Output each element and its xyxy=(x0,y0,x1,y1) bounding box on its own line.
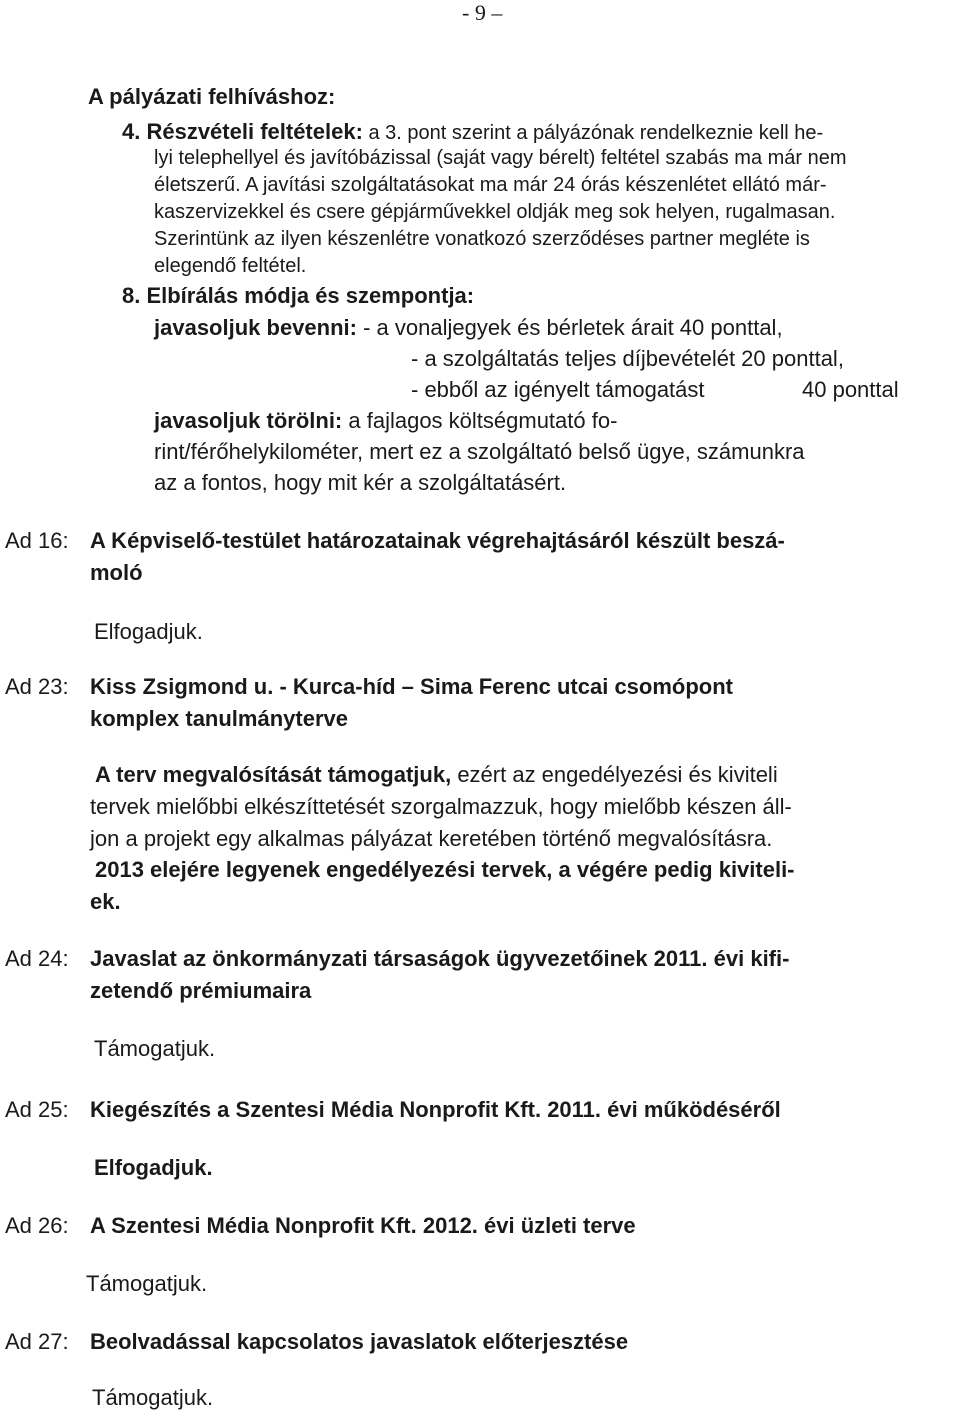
item-response: Támogatjuk. xyxy=(86,1271,208,1296)
delete-first-line xyxy=(154,408,617,434)
item-label: Ad 24: xyxy=(5,946,69,971)
item-label: Ad 27: xyxy=(5,1329,69,1354)
item-title: Kiegészítés a Szentesi Média Nonprofit Kft. 2011. évi működéséről xyxy=(90,1097,781,1122)
item-title: A Képviselő-testület határozatainak végrehajtásáról készült beszá- xyxy=(90,528,785,553)
add-item: - a vonaljegyek és bérletek árait 40 ponttal, xyxy=(356,315,783,340)
item-title: Kiss Zsigmond u. - Kurca-híd – Sima Ferenc utcai csomópont xyxy=(90,674,733,699)
delete-label: javasoljuk törölni: xyxy=(154,408,343,433)
item-response: Támogatjuk. xyxy=(94,1036,216,1061)
item4-line: Szerintünk az ilyen készenlétre vonatkozó szerződéses partner megléte is xyxy=(154,228,810,250)
item-label: Ad 26: xyxy=(5,1213,69,1238)
add-item-points: 40 ponttal xyxy=(802,377,899,402)
item-title: zetendő prémiumaira xyxy=(90,978,312,1003)
item-response: Elfogadjuk. xyxy=(94,1155,213,1180)
add-item: - ebből az igényelt támogatást xyxy=(411,377,705,402)
item-title: Javaslat az önkormányzati társaságok ügyvezetőinek 2011. évi kifi- xyxy=(90,946,790,971)
item-label: Ad 25: xyxy=(5,1097,69,1122)
item-title: A Szentesi Média Nonprofit Kft. 2012. évi üzleti terve xyxy=(90,1213,636,1238)
item4-text: a 3. pont szerint a pályázónak rendelkeznie kell he- xyxy=(362,122,824,144)
body-text: ezért az engedélyezési és kiviteli xyxy=(451,762,778,787)
item4-line: lyi telephellyel és javítóbázissal (saját vagy bérelt) feltétel szabás ma már nem xyxy=(154,147,847,169)
item-response: Elfogadjuk. xyxy=(94,619,203,644)
item-title: moló xyxy=(90,560,143,585)
item-title: komplex tanulmányterve xyxy=(90,706,348,731)
delete-line: az a fontos, hogy mit kér a szolgáltatásért. xyxy=(154,470,567,495)
add-first-line xyxy=(154,315,783,341)
add-label: javasoljuk bevenni: xyxy=(154,315,357,340)
item-body-line: jon a projekt egy alkalmas pályázat keretében történő megvalósításra. xyxy=(90,826,773,851)
item-body-line: tervek mielőbbi elkészíttetését szorgalmazzuk, hogy mielőbb készen áll- xyxy=(90,794,792,819)
item-body-bold-line: 2013 elejére legyenek engedélyezési tervek, a végére pedig kiviteli- xyxy=(95,857,795,882)
add-item: - a szolgáltatás teljes díjbevételét 20 ponttal, xyxy=(411,346,844,371)
item-label: Ad 16: xyxy=(5,528,69,553)
item-title: Beolvadással kapcsolatos javaslatok előterjesztése xyxy=(90,1329,629,1354)
delete-text: a fajlagos költségmutató fo- xyxy=(342,408,618,433)
item4-first-line xyxy=(122,118,823,147)
intro-heading: A pályázati felhíváshoz: xyxy=(88,84,336,109)
delete-line: rint/férőhelykilométer, mert ez a szolgáltató belső ügye, számunkra xyxy=(154,439,805,464)
body-bold-start: A terv megvalósítását támogatjuk, xyxy=(95,762,452,787)
item4-line: kaszervizekkel és csere gépjárművekkel oldják meg sok helyen, rugalmasan. xyxy=(154,201,836,223)
item-body-bold-line: ek. xyxy=(90,889,121,914)
item-response: Támogatjuk. xyxy=(92,1385,214,1410)
item8-heading: 8. Elbírálás módja és szempontja: xyxy=(122,283,475,308)
item-body-first-line xyxy=(95,762,778,788)
item4-label: 4. Részvételi feltételek: xyxy=(122,119,363,144)
page-number: - 9 – xyxy=(462,0,503,25)
item4-line: elegendő feltétel. xyxy=(154,255,307,277)
item-label: Ad 23: xyxy=(5,674,69,699)
item4-line: életszerű. A javítási szolgáltatásokat ma már 24 órás készenlétet ellátó már- xyxy=(154,174,827,196)
